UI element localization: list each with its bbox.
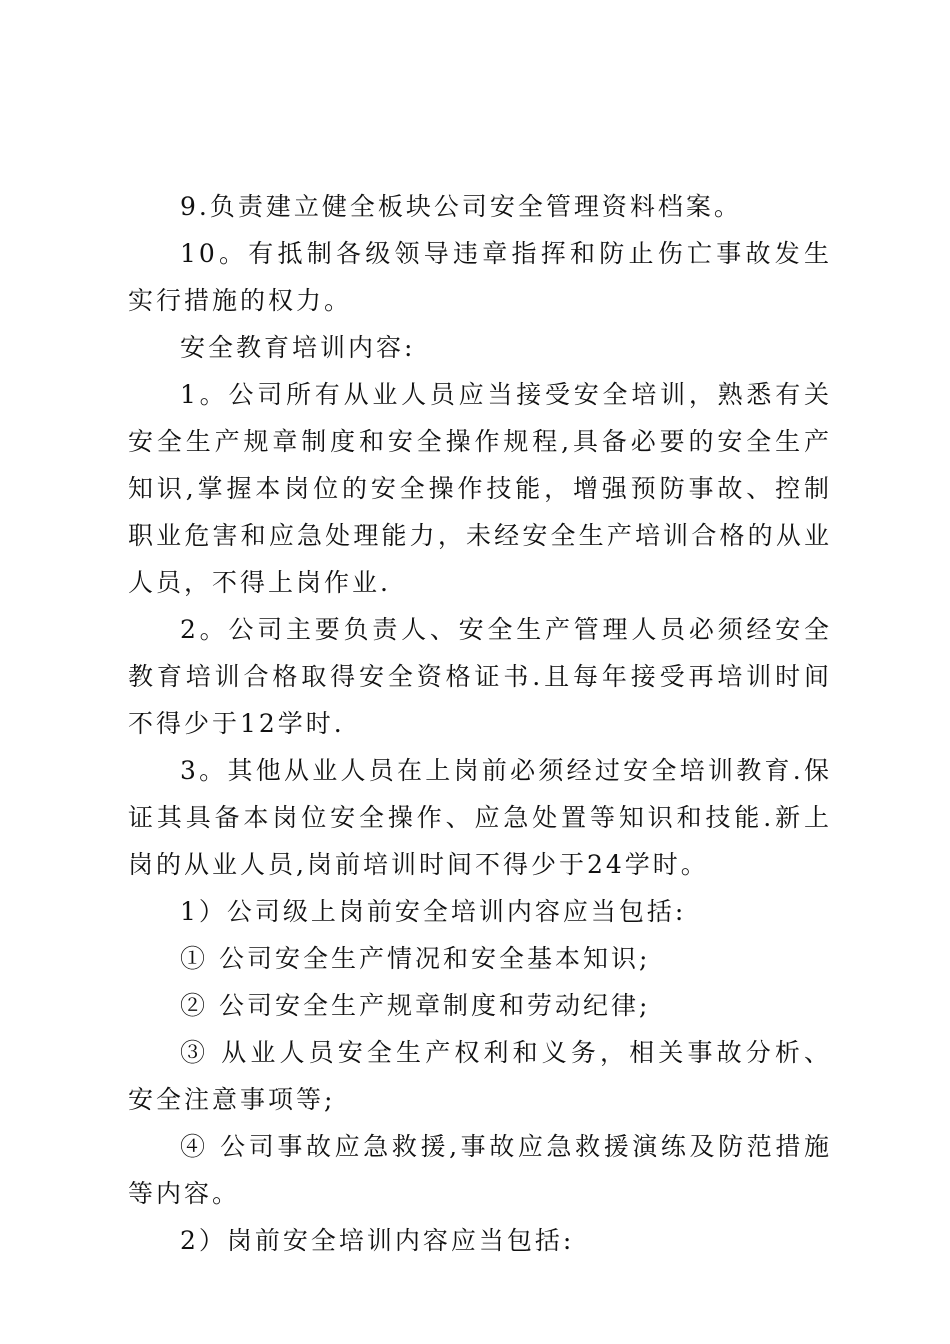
subheading-pre-job: 2）岗前安全培训内容应当包括: bbox=[180, 1226, 575, 1255]
paragraph-duty-9: 9.负责建立健全板块公司安全管理资料档案。 bbox=[180, 192, 742, 221]
paragraph-training-1: 1。公司所有从业人员应当接受安全培训，熟悉有关安全生产规章制度和安全操作规程,具备必要的安全生产知识,掌握本岗位的安全操作技能，增强预防事故、控制职业危害和应急处理能力，未经安全生产培训合格的从业人员，不得上岗作业. bbox=[128, 380, 832, 597]
list-item-2: ② 公司安全生产规章制度和劳动纪律; bbox=[180, 991, 651, 1020]
document-body bbox=[128, 183, 832, 1264]
paragraph-duty-10: 10。有抵制各级领导违章指挥和防止伤亡事故发生实行措施的权力。 bbox=[128, 239, 832, 315]
section-heading-training: 安全教育培训内容: bbox=[180, 333, 416, 362]
paragraph-training-3: 3。其他从业人员在上岗前必须经过安全培训教育.保证其具备本岗位安全操作、应急处置等知识和技能.新上岗的从业人员,岗前培训时间不得少于24学时。 bbox=[128, 756, 832, 879]
list-item-3: ③ 从业人员安全生产权利和义务，相关事故分析、安全注意事项等; bbox=[128, 1038, 832, 1114]
subheading-company-level: 1）公司级上岗前安全培训内容应当包括: bbox=[180, 897, 687, 926]
list-item-4: ④ 公司事故应急救援,事故应急救援演练及防范措施等内容。 bbox=[128, 1132, 832, 1208]
list-item-1: ① 公司安全生产情况和安全基本知识; bbox=[180, 944, 651, 973]
paragraph-training-2: 2。公司主要负责人、安全生产管理人员必须经安全教育培训合格取得安全资格证书.且每年接受再培训时间不得少于12学时. bbox=[128, 615, 832, 738]
